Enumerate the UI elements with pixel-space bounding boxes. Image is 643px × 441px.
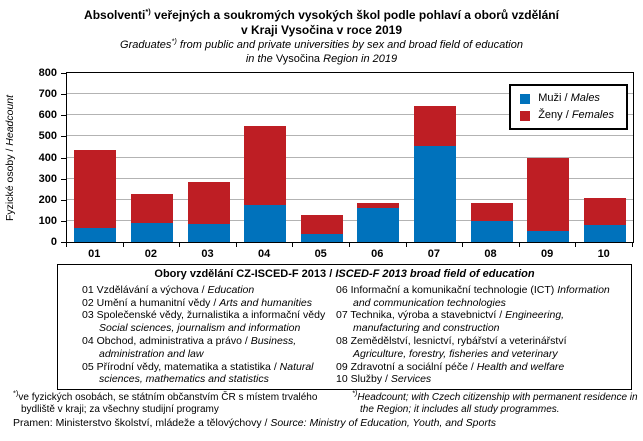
isced-field-table (57, 264, 632, 390)
legend-label-males (538, 90, 600, 107)
plot-area (66, 72, 634, 243)
isced-item-09 (336, 361, 620, 374)
item-sep: / (198, 283, 208, 296)
item-sep: / (210, 296, 220, 309)
title-cz-text-rest: veřejných a soukromých vysokých škol podle pohlaví a oborů vzdělání (150, 8, 559, 22)
x-tickmark-8 (519, 243, 520, 247)
bar-10-females (584, 198, 626, 225)
bar-02-females (131, 194, 173, 223)
title-en-text: Graduates (120, 39, 172, 51)
item-cz: Technika, výroba a stavebnictví (350, 309, 497, 322)
x-tickmark-9 (575, 243, 576, 247)
item-cz: Společenské vědy, žurnalistika a informační vědy (96, 309, 326, 322)
y-axis-label-en: Headcount (4, 94, 16, 146)
title-en-region-name: Vysočina (275, 53, 321, 65)
footnote-marker: *) (171, 36, 177, 46)
bar-08-males (471, 221, 513, 242)
footnote-czech (13, 388, 326, 415)
x-category-label-09: 09 (540, 248, 554, 260)
item-en: Information and communication technologies (353, 283, 610, 309)
males-color-swatch (520, 94, 530, 104)
item-sep: / (270, 360, 280, 373)
x-category-label-02: 02 (144, 248, 158, 260)
x-category-label-03: 03 (201, 248, 214, 260)
legend-females-cz: Ženy / (538, 109, 572, 121)
y-tick-400: 400 (38, 151, 57, 164)
footnote-marker: *) (352, 388, 358, 398)
item-number: 03 (82, 309, 97, 322)
item-cz: Obchod, administrativa a právo (96, 334, 242, 347)
y-tick-0: 0 (50, 236, 57, 248)
item-en: Health and welfare (476, 360, 565, 373)
item-cz: Zdravotní a sociální péče (350, 360, 468, 373)
item-sep: / (467, 360, 477, 373)
footnote-marker: *) (145, 7, 151, 16)
item-en: Social sciences, journalism and information (99, 322, 301, 335)
isced-item-01 (82, 284, 336, 297)
isced-item-04 (82, 335, 336, 361)
isced-item-08 (336, 335, 620, 361)
bar-06-males (357, 208, 399, 242)
item-en: Arts and humanities (219, 296, 312, 309)
chart-legend (509, 84, 628, 130)
legend-label-females (538, 107, 614, 124)
isced-table-header (58, 265, 631, 281)
item-en: Education (207, 283, 255, 296)
bar-07-females (414, 106, 456, 146)
y-tick-500: 500 (38, 130, 57, 143)
isced-item-06 (336, 284, 620, 310)
title-en-line2-rest: Region in 2019 (320, 53, 398, 65)
x-tickmark-5 (349, 243, 350, 247)
item-number: 05 (82, 360, 97, 373)
item-number: 07 (336, 309, 351, 322)
legend-males-cz: Muži / (538, 92, 571, 104)
item-en: Services (390, 373, 432, 386)
x-category-label-07: 07 (427, 248, 441, 260)
y-tick-200: 200 (38, 193, 57, 206)
title-cz-line2: v Kraji Vysočina v roce 2019 (241, 23, 402, 37)
bar-01-females (74, 150, 116, 228)
x-category-label-08: 08 (484, 248, 497, 260)
legend-item-males (520, 90, 614, 107)
item-en: Agriculture, forestry, fisheries and veterinary (353, 347, 558, 360)
legend-females-en: Females (571, 109, 614, 121)
bar-03-females (188, 182, 230, 223)
title-en-text-rest: from public and private universities by sex and broad field of education (176, 39, 523, 51)
item-sep: / (382, 373, 391, 386)
females-color-swatch (520, 111, 530, 121)
item-cz: Přírodní vědy, matematika a statistika (96, 360, 271, 373)
x-category-label-01: 01 (88, 248, 101, 260)
bar-03-males (188, 224, 230, 242)
source-en: Source: Ministry of Education, Youth, and Sports (270, 417, 497, 429)
bar-01-males (74, 228, 116, 242)
y-axis-label-cz: Fyzické osoby / (4, 145, 16, 221)
item-en: Natural sciences, mathematics and statistics (99, 360, 314, 386)
item-cz: Umění a humanitní vědy (96, 296, 211, 309)
x-category-label-04: 04 (257, 248, 271, 260)
isced-columns (58, 281, 631, 386)
bar-02-males (131, 223, 173, 242)
y-tick-800: 800 (38, 67, 57, 79)
isced-column-right (336, 284, 620, 386)
footnote-english (352, 388, 640, 415)
item-cz: Služby (350, 373, 383, 386)
bar-07-males (414, 146, 456, 242)
bar-10-males (584, 225, 626, 242)
x-category-label-10: 10 (597, 248, 610, 260)
item-number: 09 (336, 360, 351, 373)
x-axis-category-labels (66, 248, 634, 261)
x-category-label-06: 06 (371, 248, 384, 260)
bar-05-females (301, 215, 343, 234)
gridline-500 (67, 135, 633, 136)
title-cz-text: Absolventi (84, 8, 146, 22)
isced-header-cz: Obory vzdělání CZ-ISCED-F 2013 / (154, 268, 336, 280)
x-tickmark-0 (66, 243, 67, 247)
bar-04-males (244, 205, 286, 242)
bar-09-males (527, 231, 569, 242)
item-number: 10 (336, 373, 351, 386)
source-line (13, 417, 638, 429)
item-en: Engineering, manufacturing and construction (353, 309, 565, 335)
title-czech (0, 8, 643, 38)
title-english (0, 38, 643, 66)
footnote-marker: *) (13, 388, 19, 398)
bar-05-males (301, 234, 343, 242)
item-cz: Vzdělávání a výchova (96, 283, 199, 296)
x-tickmark-3 (236, 243, 237, 247)
item-number: 06 (336, 283, 351, 296)
legend-item-females (520, 107, 614, 124)
isced-item-05 (82, 361, 336, 387)
footnote-en-text: Headcount; with Czech citizenship with permanent residence in the Region; it includes all study programmes. (357, 392, 638, 415)
item-number: 02 (82, 296, 97, 309)
x-tickmark-10 (632, 243, 633, 247)
bar-06-females (357, 203, 399, 208)
y-tick-100: 100 (38, 214, 57, 227)
bar-09-females (527, 158, 569, 232)
item-sep: / (496, 309, 506, 322)
item-number: 01 (82, 283, 97, 296)
item-cz: Zemědělství, lesnictví, rybářství a veterinářství (350, 334, 567, 347)
x-tickmark-2 (179, 243, 180, 247)
bar-08-females (471, 203, 513, 221)
footnote-cz-text: ve fyzických osobách, se státním občanstvím ČR s místem trvalého bydliště v kraji; za všechny studijní programy (18, 392, 318, 415)
y-tick-300: 300 (38, 172, 57, 185)
item-sep: / (241, 334, 251, 347)
y-tick-600: 600 (38, 109, 57, 122)
figure-title (0, 8, 643, 66)
source-cz: Pramen: Ministerstvo školství, mládeže a tělovýchovy / (13, 417, 271, 429)
isced-item-07 (336, 309, 620, 335)
isced-item-10 (336, 373, 620, 386)
isced-item-02 (82, 297, 336, 310)
x-tickmark-1 (123, 243, 124, 247)
isced-header-en: ISCED-F 2013 broad field of education (335, 268, 535, 280)
title-en-line2: in the (245, 53, 276, 65)
item-cz: Informační a komunikační technologie (ICT) (350, 283, 555, 296)
item-en: Business, administration and law (99, 334, 297, 360)
item-number: 04 (82, 334, 97, 347)
item-number: 08 (336, 334, 351, 347)
isced-column-left (82, 284, 336, 386)
x-tickmark-7 (462, 243, 463, 247)
bar-04-females (244, 126, 286, 204)
y-tick-700: 700 (38, 88, 57, 101)
x-tickmark-4 (292, 243, 293, 247)
isced-item-03 (82, 309, 336, 335)
x-tickmark-6 (406, 243, 407, 247)
x-category-label-05: 05 (314, 248, 327, 260)
legend-males-en: Males (570, 92, 600, 104)
y-axis-tick-labels (0, 67, 57, 248)
